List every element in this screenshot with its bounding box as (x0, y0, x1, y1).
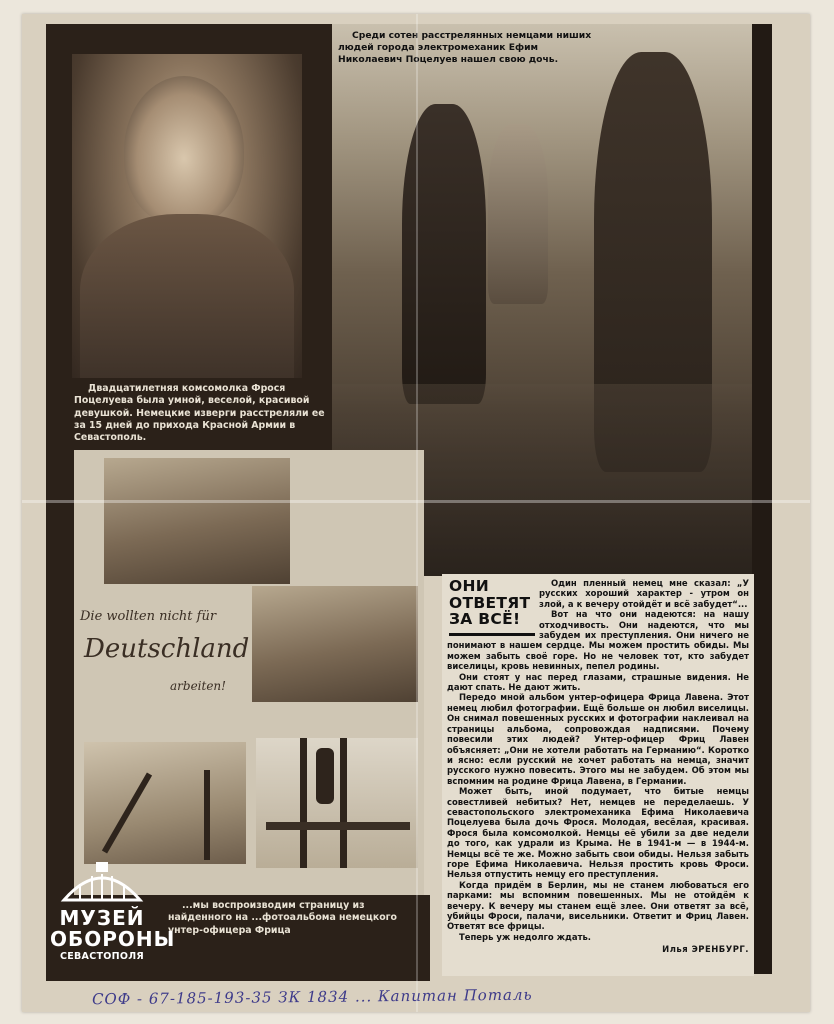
album-photo-soldiers (104, 458, 290, 584)
headline-line-1: ОНИ (449, 577, 490, 595)
headline-spacer (447, 578, 539, 636)
portrait-figure (124, 76, 244, 226)
left-dark-strip (46, 450, 74, 900)
woman-figure (488, 124, 548, 304)
fold-crease-vertical (416, 14, 418, 1012)
portrait-body (80, 214, 294, 378)
article-paragraph-6: Когда придём в Берлин, мы не станем любоваться его парками: мы вспомним повешенных. Мы не отойдём к вечеру. К вечеру мы станем ещё злее. Они ответят за всё, убийцы Фроси, палачи, висельники. Ответит и Фриц Лавен. Ответят все фрицы. (447, 879, 749, 932)
logo-line-1: МУЗЕЙ (59, 906, 145, 930)
hanged-figure (316, 748, 334, 804)
portrait-photo (72, 54, 302, 378)
gallows-post (204, 770, 210, 860)
article-paragraph-2: Вот на что они надеются: на нашу отходчивость. Они надеются, что мы забудем их преступления. Они ничего не понимают в нашем сердце. Мы можем простить обиды. Мы можем забыть своё горе. Но не человек тот, кто забудет виселицы, кровь невинных, пепел родины. (447, 609, 749, 672)
museum-logo (50, 860, 176, 962)
archive-stamp: СОФ - 67-185-193-35 ЗК 1834 ... Капитан Поталь (91, 985, 533, 1009)
top-caption: Среди сотен расстрелянных немцами ниших людей города электромеханик Ефим Николаевич Поцелуев нашел свою дочь. (338, 30, 592, 65)
soldier-figure (402, 104, 486, 404)
article-paragraph-7: Теперь уж недолго ждать. (459, 931, 591, 942)
article-paragraph-3: Они стоят у нас перед глазами, страшные видения. Не дают спать. Не дают жить. (447, 671, 749, 693)
logo-line-2: ОБОРОНЫ (50, 927, 176, 951)
album-photo-hanged-village (252, 586, 418, 702)
album-photo-gallows (84, 742, 246, 864)
hanged-post-left (300, 738, 307, 868)
signature-text: Илья ЭРЕНБУРГ. (662, 944, 749, 955)
article-signature (447, 944, 749, 954)
handwritten-line-1: Die wollten nicht für (80, 609, 217, 624)
right-dark-strip (752, 24, 772, 974)
fold-crease-horizontal (22, 500, 810, 503)
panorama-building-icon (50, 860, 154, 904)
headline-line-2: ОТВЕТЯТ (449, 593, 531, 612)
article-paragraph-4: Передо мной альбом унтер-офицера Фрица Лавена. Этот немец любил фотографии. Ещё больше он любил виселицы. Он снимал повешенных русских и фотографии наклеивал на страницы альбома, сопровождая надписями. Почему повесили этих людей? Унтер-офицер Фриц Лавен объясняет: „Они не хотели работать на Германию“. Коротко и ясно: если русский не хочет работать на немца, значит русского нужно повесить. Этого мы не забудем. Об этом мы вспомним на родине Фрица Лавена, в Германии. (447, 692, 749, 786)
hanged-crossbar (266, 822, 410, 830)
album-photo-hanged-man (256, 738, 418, 868)
handwritten-line-3: arbeiten! (170, 679, 226, 693)
headline-line-3: ЗА ВСЁ! (449, 610, 521, 628)
bottom-caption: ...мы воспроизводим страницу из найденного на ...фотоальбома немецкого унтер-офицера Фрица (168, 900, 397, 936)
article-text (447, 578, 749, 972)
article-paragraph-5: Может быть, иной подумает, что битые немцы совестливей небитых? Нет, немцев не переделаешь. У севастопольского электромеханика Ефима Николаевича Поцелуева была дочь Фрося. Молодая, весёлая, красивая. Фрося была комсомолкой. Немцы её убили за две недели до того, как удрали из Крыма. Не в 1941-м — в 1944-м. Немцы всё те же. Можно забыть свои обиды. Нельзя забыть горе Ефима Николаевича. Нельзя простить кровь Фроси. Нельзя отпустить немцу его преступления. (447, 786, 749, 880)
portrait-caption: Двадцатилетняя комсомолка Фрося Поцелуева была умной, веселой, красивой девушкой. Немецкие изверги расстреляли ее за 15 дней до прихода Красной Армии в Севастополь. (74, 383, 325, 444)
logo-line-3: СЕВАСТОПОЛЯ (59, 951, 145, 962)
gallows-beam (102, 773, 152, 854)
hanged-post-right (340, 738, 347, 868)
article-paragraph-1: Один пленный немец мне сказал: „У русских хороший характер - утром он злой, а к вечеру отойдёт и всё забудет“... (539, 578, 749, 609)
handwritten-line-2: Deutschland (84, 634, 250, 664)
